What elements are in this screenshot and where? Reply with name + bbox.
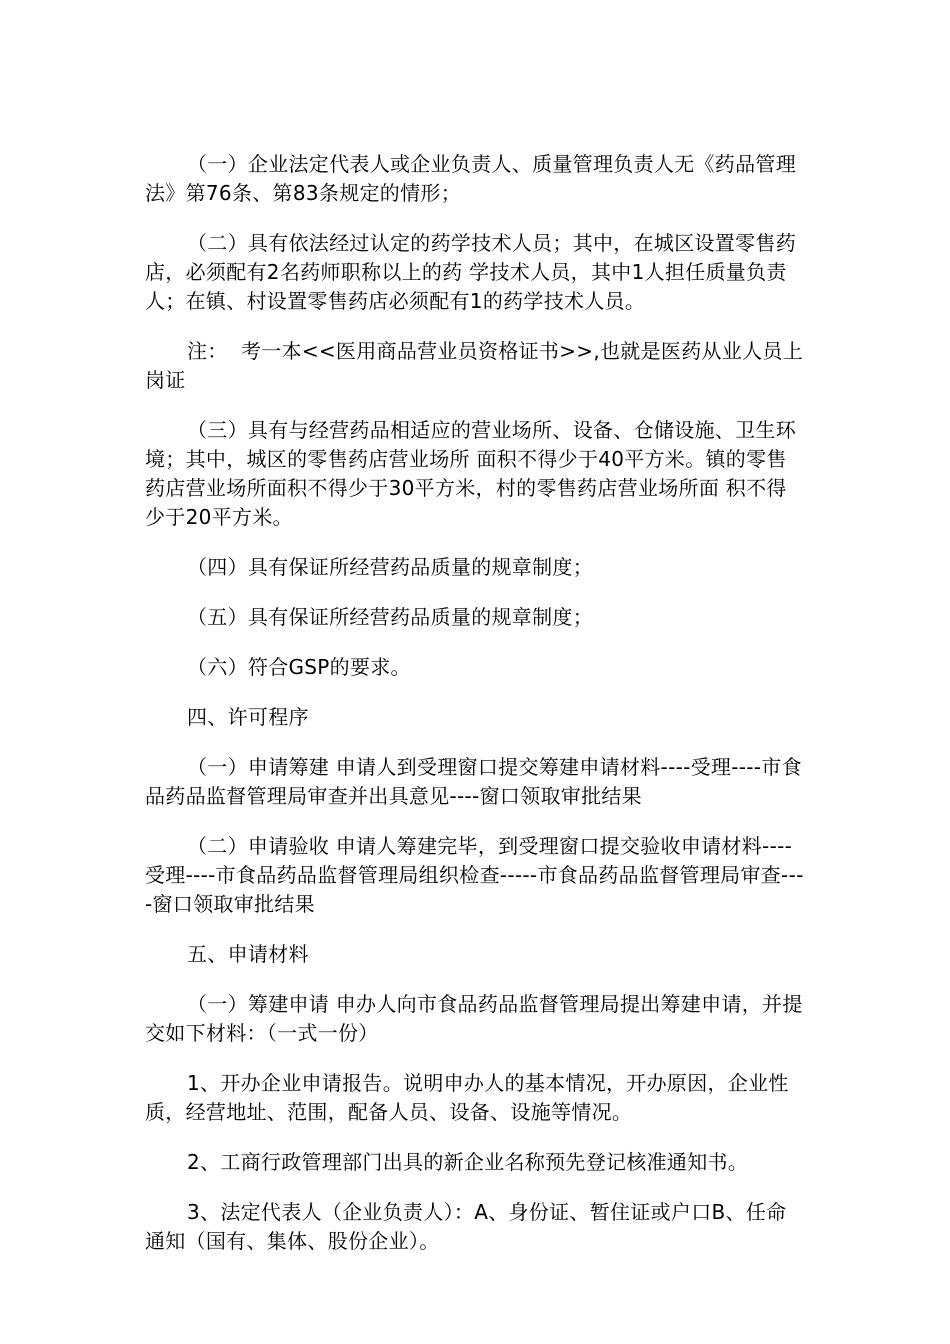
paragraph-procedure-acceptance: （二）申请验收 申请人筹建完毕，到受理窗口提交验收申请材料----受理----市食品药品监督管理局组织检查-----市食品药品监督管理局审查----窗口领取审批结果 — [145, 834, 804, 916]
paragraph-material-item-2: 2、工商行政管理部门出具的新企业名称预先登记核准通知书。 — [187, 1150, 749, 1174]
paragraph-qualification-rules-4: （四）具有保证所经营药品质量的规章制度； — [187, 555, 593, 579]
paragraph-qualification-pharmacists: （二）具有依法经过认定的药学技术人员；其中，在城区设置零售药店，必须配有2名药师职称以上的药 学技术人员，其中1人担任质量负责人；在镇、村设置零售药店必须配有1的药学技术人员。 — [145, 231, 796, 313]
section-heading-application-materials: 五、申请材料 — [187, 942, 309, 966]
paragraph-material-item-3: 3、法定代表人（企业负责人）：A、身份证、暂住证或户口B、任命通知（国有、集体、股份企业）。 — [145, 1200, 787, 1253]
section-heading-licensing-procedure: 四、许可程序 — [187, 705, 309, 729]
paragraph-note-certificate: 注： 考一本<<医用商品营业员资格证书>>,也就是医药从业人员上岗证 — [145, 339, 804, 392]
paragraph-qualification-gsp: （六）符合GSP的要求。 — [187, 655, 411, 679]
document-body — [145, 150, 805, 1277]
paragraph-qualification-premises: （三）具有与经营药品相适应的营业场所、设备、仓储设施、卫生环境；其中，城区的零售药店营业场所 面积不得少于40平方米。镇的零售药店营业场所面积不得少于30平方米，村的零售药店营业场所面 积不得少于20平方米。 — [145, 418, 796, 529]
paragraph-materials-preparation-application: （一）筹建申请 申办人向市食品药品监督管理局提出筹建申请，并提交如下材料：（一式一份） — [145, 992, 803, 1045]
paragraph-qualification-legal-rep: （一）企业法定代表人或企业负责人、质量管理负责人无《药品管理法》第76条、第83条规定的情形； — [145, 152, 796, 205]
paragraph-qualification-rules-5: （五）具有保证所经营药品质量的规章制度； — [187, 605, 593, 629]
paragraph-material-item-1: 1、开办企业申请报告。说明申办人的基本情况，开办原因，企业性质，经营地址、范围，配备人员、设备、设施等情况。 — [145, 1071, 789, 1124]
paragraph-procedure-preparation: （一）申请筹建 申请人到受理窗口提交筹建申请材料----受理----市食品药品监督管理局审查并出具意见----窗口领取审批结果 — [145, 755, 802, 808]
